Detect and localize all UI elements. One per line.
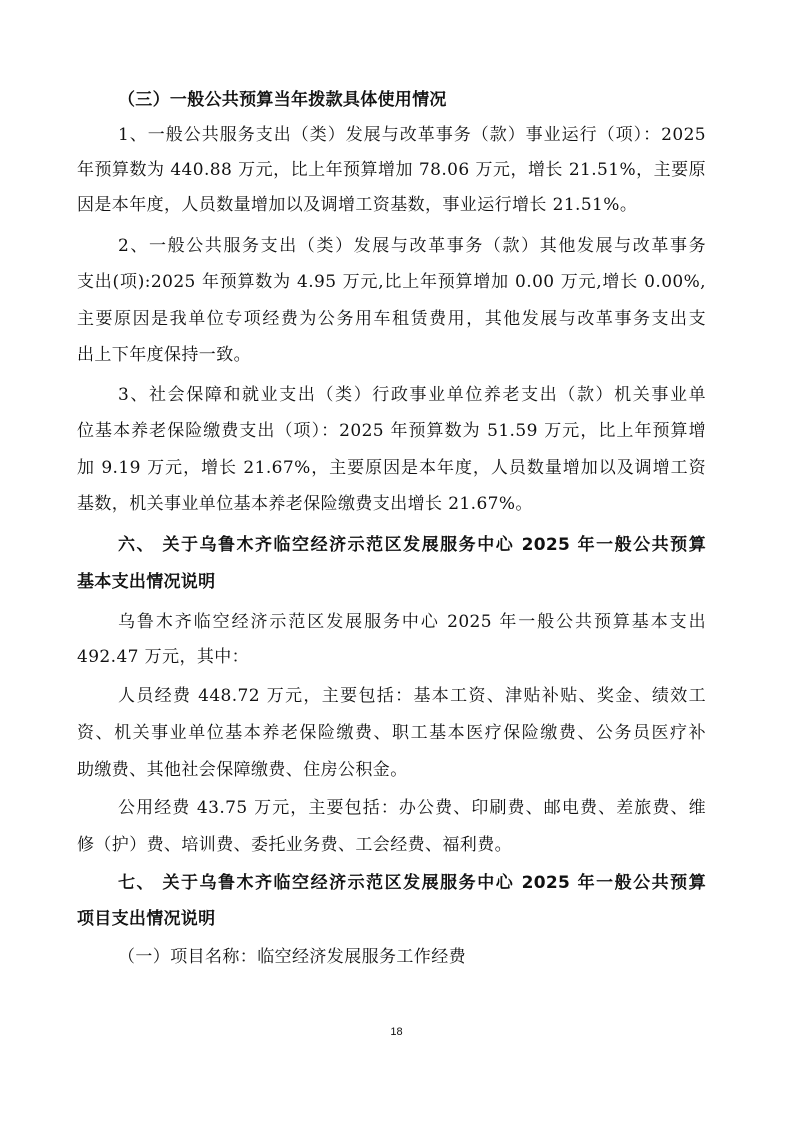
paragraph-line: 资、机关事业单位基本养老保险缴费、职工基本医疗保险缴费、公务员医疗补 [77, 723, 706, 743]
section-heading-7: 七、 关于乌鲁木齐临空经济示范区发展服务中心 2025 年一般公共预算 [118, 873, 706, 893]
section-heading-7-continued: 项目支出情况说明 [77, 909, 216, 929]
section-heading-6: 六、 关于乌鲁木齐临空经济示范区发展服务中心 2025 年一般公共预算 [118, 535, 706, 555]
paragraph-line: 因是本年度，人员数量增加以及调增工资基数，事业运行增长 21.51%。 [77, 195, 638, 215]
paragraph-line: 主要原因是我单位专项经费为公务用车租赁费用，其他发展与改革事务支出支 [77, 309, 706, 329]
paragraph-line: 1、一般公共服务支出（类）发展与改革事务（款）事业运行（项）：2025 [118, 125, 706, 145]
paragraph-line: 助缴费、其他社会保障缴费、住房公积金。 [77, 760, 408, 780]
paragraph-line: 人员经费 448.72 万元，主要包括：基本工资、津贴补贴、奖金、绩效工 [118, 686, 706, 706]
paragraph-line: 2、一般公共服务支出（类）发展与改革事务（款）其他发展与改革事务 [118, 236, 706, 256]
section-heading-6-continued: 基本支出情况说明 [77, 572, 216, 592]
paragraph-line: 年预算数为 440.88 万元，比上年预算增加 78.06 万元，增长 21.51%，主要原 [77, 160, 706, 180]
paragraph-line: 出上下年度保持一致。 [77, 345, 251, 365]
paragraph-line: 3、社会保障和就业支出（类）行政事业单位养老支出（款）机关事业单 [118, 385, 706, 405]
paragraph-line: 公用经费 43.75 万元，主要包括：办公费、印刷费、邮电费、差旅费、维 [118, 798, 706, 818]
paragraph-line: 支出(项):2025 年预算数为 4.95 万元,比上年预算增加 0.00 万元,增长 0.00%, [77, 272, 706, 292]
paragraph-line: 乌鲁木齐临空经济示范区发展服务中心 2025 年一般公共预算基本支出 [118, 612, 706, 632]
paragraph-line: 位基本养老保险缴费支出（项）：2025 年预算数为 51.59 万元，比上年预算增 [77, 421, 706, 441]
section-heading-3: （三）一般公共预算当年拨款具体使用情况 [118, 90, 447, 110]
paragraph-line: 基数，机关事业单位基本养老保险缴费支出增长 21.67%。 [77, 494, 533, 514]
subsection-heading: （一）项目名称：临空经济发展服务工作经费 [118, 947, 466, 967]
paragraph-line: 492.47 万元，其中： [77, 647, 250, 667]
page-number: 18 [390, 1026, 403, 1038]
paragraph-line: 加 9.19 万元，增长 21.67%，主要原因是本年度，人员数量增加以及调增工资 [77, 458, 706, 478]
paragraph-line: 修（护）费、培训费、委托业务费、工会经费、福利费。 [77, 835, 512, 855]
